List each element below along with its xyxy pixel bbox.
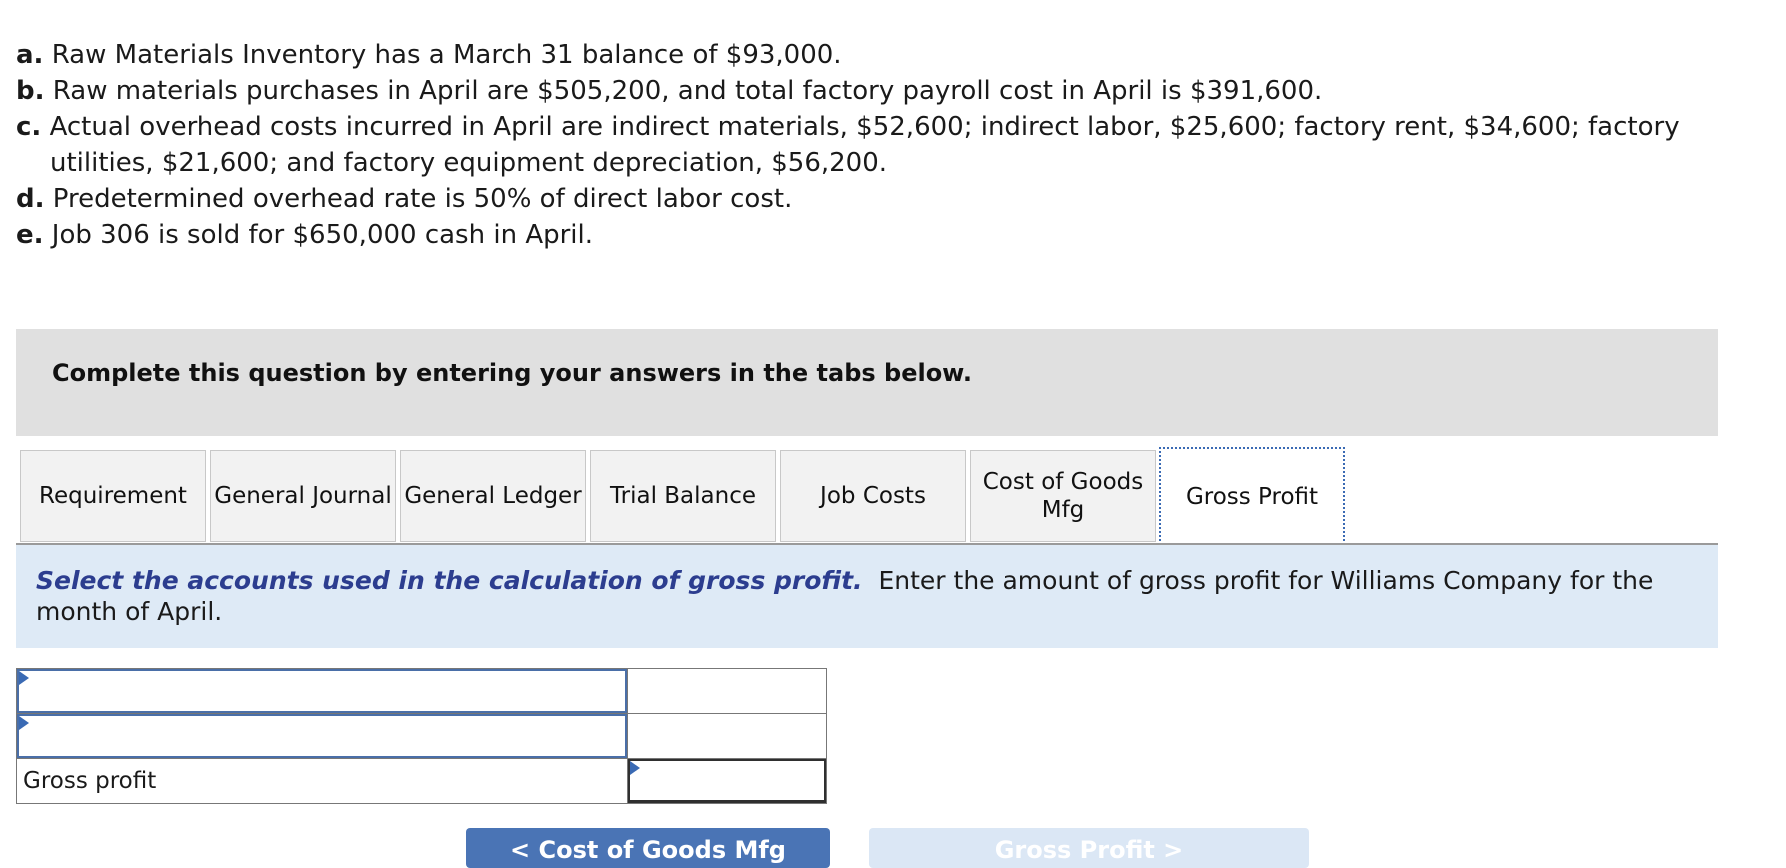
instructions-panel — [16, 545, 1718, 648]
tab-cost-of-goods-mfg[interactable]: Cost of Goods Mfg — [970, 450, 1156, 542]
tab-gross-profit[interactable]: Gross Profit — [1159, 447, 1345, 545]
instruction-bar — [16, 329, 1718, 436]
instruction-text: Complete this question by entering your answers in the tabs below. — [52, 359, 972, 387]
problem-data-list — [16, 37, 1786, 253]
item-d: d. Predetermined overhead rate is 50% of direct labor cost. — [16, 184, 793, 214]
next-tab-button[interactable]: Gross Profit > — [869, 828, 1309, 868]
item-b: b. Raw materials purchases in April are $505,200, and total factory payroll cost in April is $391,600. — [16, 76, 1323, 106]
panel-highlight: Select the accounts used in the calculation of gross profit. — [36, 566, 863, 595]
amount-input-2[interactable] — [628, 714, 826, 758]
prev-tab-button[interactable]: < Cost of Goods Mfg — [466, 828, 830, 868]
tab-general-ledger[interactable]: General Ledger — [400, 450, 586, 542]
account-select-2[interactable] — [17, 714, 627, 758]
account-select-1[interactable] — [17, 669, 627, 713]
item-e: e. Job 306 is sold for $650,000 cash in April. — [16, 220, 594, 250]
item-a: a. Raw Materials Inventory has a March 31 balance of $93,000. — [16, 40, 842, 70]
dropdown-marker-icon — [19, 716, 29, 730]
table-row — [17, 714, 827, 759]
amount-input-1[interactable] — [628, 669, 826, 713]
tab-general-journal[interactable]: General Journal — [210, 450, 396, 542]
gross-profit-table — [16, 668, 827, 804]
dropdown-marker-icon — [19, 671, 29, 685]
tab-job-costs[interactable]: Job Costs — [780, 450, 966, 542]
gross-profit-amount-input[interactable] — [628, 759, 826, 803]
tab-requirement[interactable]: Requirement — [20, 450, 206, 542]
tab-trial-balance[interactable]: Trial Balance — [590, 450, 776, 542]
item-c-continued: utilities, $21,600; and factory equipment depreciation, $56,200. — [50, 148, 888, 178]
panel-rest: Enter the amount of gross profit for Williams Company for the month of April. — [36, 566, 1654, 626]
table-row-total — [17, 759, 827, 804]
table-row — [17, 669, 827, 714]
input-marker-icon — [630, 761, 640, 775]
item-c: c. Actual overhead costs incurred in April are indirect materials, $52,600; indirect labor, $25,600; factory rent, $34,600; factory — [16, 112, 1680, 142]
gross-profit-label: Gross profit — [17, 759, 628, 804]
panel-text — [36, 565, 1696, 627]
